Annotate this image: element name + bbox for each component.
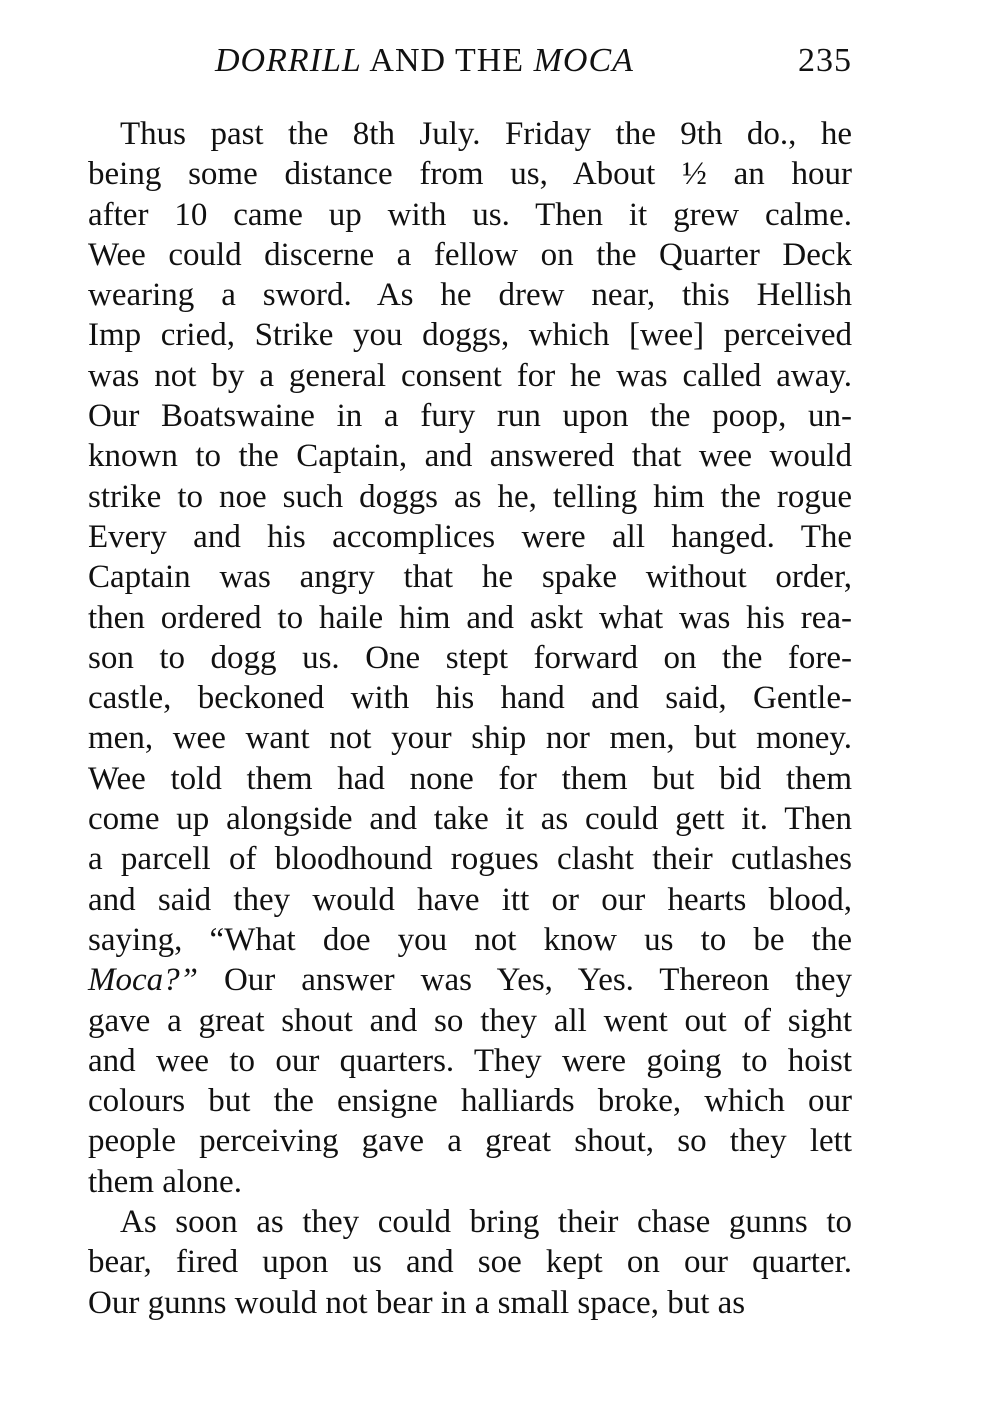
text-line: and said they would have itt or our hearts blood, (88, 881, 852, 918)
text-line: after 10 came up with us. Then it grew calme. (88, 196, 852, 233)
text-line: son to dogg us. One stept forward on the fore- (88, 639, 852, 676)
text-line: was not by a general consent for he was called away. (88, 357, 852, 394)
text-line (88, 960, 852, 1000)
title-italic-moca: MOCA (533, 42, 634, 79)
text-line: men, wee want not your ship nor men, but money. (88, 720, 852, 757)
text-line: bear, fired upon us and soe kept on our quarter. (88, 1244, 852, 1281)
text-line: then ordered to haile him and askt what was his rea- (88, 599, 852, 636)
text-line: strike to noe such doggs as he, telling him the rogue (88, 478, 852, 515)
text-line: colours but the ensigne halliards broke, which our (88, 1083, 852, 1120)
title-italic-dorrill: DORRILL (215, 42, 362, 79)
page-number: 235 (798, 42, 852, 79)
text-line: a parcell of bloodhound rogues clasht their cutlashes (88, 841, 852, 878)
text-line: Every and his accomplices were all hanged. The (88, 518, 852, 555)
text-line: wearing a sword. As he drew near, this Hellish (88, 277, 852, 314)
text-line: gave a great shout and so they all went out of sight (88, 1002, 852, 1039)
text-line: Wee could discerne a fellow on the Quarter Deck (88, 236, 852, 273)
text-line: being some distance from us, About ½ an hour (88, 156, 852, 193)
text-line: them alone. (88, 1163, 242, 1200)
text-line: come up alongside and take it as could gett it. Then (88, 801, 852, 838)
text-line: Thus past the 8th July. Friday the 9th do., he (120, 116, 852, 152)
running-header (215, 42, 852, 80)
text-line: As soon as they could bring their chase gunns to (120, 1204, 852, 1241)
text-line: Our Boatswaine in a fury run upon the poop, un- (88, 398, 852, 435)
text-line: saying, “What doe you not know us to be the (88, 921, 852, 958)
ship-name-italic: Moca?” (88, 962, 198, 999)
text-line: Wee told them had none for them but bid them (88, 760, 852, 797)
page-body (88, 114, 852, 1323)
text-line: Imp cried, Strike you doggs, which [wee] perceived (88, 317, 852, 354)
text-line: Our gunns would not bear in a small space, but as (88, 1284, 746, 1321)
title-plain: AND THE (361, 42, 534, 79)
text-line: people perceiving gave a great shout, so they lett (88, 1123, 852, 1160)
text-line: castle, beckoned with his hand and said, Gentle- (88, 680, 852, 717)
text-line: known to the Captain, and answered that wee would (88, 438, 852, 475)
text-line: Captain was angry that he spake without order, (88, 559, 852, 596)
text-line: and wee to our quarters. They were going to hoist (88, 1042, 852, 1079)
text-span: Our answer was Yes, Yes. Thereon they (198, 962, 852, 999)
running-title (215, 42, 634, 80)
